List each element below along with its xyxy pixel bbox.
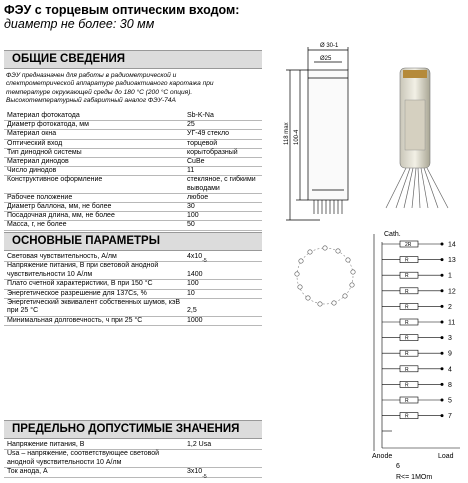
pin-node <box>441 258 443 260</box>
pin-node <box>441 321 443 323</box>
pin-number: 13 <box>448 257 456 265</box>
general-value: 25 <box>187 121 195 129</box>
divider-resistor <box>400 272 418 278</box>
dim-len2-label: 100-4 <box>294 129 300 145</box>
general-key: Материал окна <box>7 130 57 138</box>
general-value: торцевой <box>187 139 218 147</box>
pin-number: 2 <box>448 303 452 311</box>
general-row <box>4 130 262 139</box>
pin-number: 11 <box>448 319 456 327</box>
limits-key: Ток анода, А <box>7 468 48 476</box>
general-key: Материал фотокатода <box>7 112 80 119</box>
resistor-label: R <box>405 366 409 373</box>
resistor-label: R <box>405 335 409 342</box>
pin-node <box>441 399 443 401</box>
general-key: Диаметр баллона, мм, не более <box>7 203 112 211</box>
resistor-note: R<= 1MOm <box>396 474 433 481</box>
general-value: УГ-49 стекло <box>187 130 230 138</box>
params-key: Световая чувствительность, А/лм <box>7 253 117 260</box>
resistor-label: R <box>405 288 409 295</box>
params-key: Энергетическое разрешение для 137Cs, % <box>7 289 147 297</box>
resistor-label: R <box>405 257 409 264</box>
base-pin-diagram <box>290 238 360 318</box>
anode-pin-label: 6 <box>396 463 400 470</box>
resistor-label: 2R <box>405 242 412 248</box>
limits-value <box>187 450 262 467</box>
pin-node <box>441 368 443 370</box>
cathode-label: Cath. <box>384 231 401 238</box>
general-row <box>4 140 262 149</box>
pin-node <box>441 352 443 354</box>
divider-resistor <box>400 288 418 294</box>
general-row <box>4 149 262 158</box>
pin-number: 5 <box>448 397 452 405</box>
params-value: 1000 <box>187 316 203 324</box>
params-value: 10 <box>187 289 195 297</box>
general-row <box>4 221 262 230</box>
limits-value: 3x10 -5 <box>187 468 207 480</box>
pin-node <box>441 414 443 416</box>
pin-number: 4 <box>448 366 452 374</box>
general-key: Посадочная длина, мм, не более <box>7 212 115 220</box>
params-key: Напряжение питания, В при световой анодной чувствительности 10 А/лм <box>7 262 159 278</box>
general-intro: ФЭУ предназначен для работы в радиометрической и спектрометрической аппаратуре радиоактивного каротажа при температуре окружающей среды до 180 °С (200 °С опция). Высокотемпературный габаритный аналог ФЭУ-74А <box>6 72 214 104</box>
params-row <box>4 253 262 265</box>
resistor-label: R <box>405 413 409 420</box>
limits-key: Usa – напряжение, соответствующее световой анодной чувствительности 10 А/лм <box>7 450 160 466</box>
divider-resistor <box>400 413 418 419</box>
general-key: Материал динодов <box>7 158 69 166</box>
general-row <box>4 158 262 167</box>
params-row <box>4 262 262 280</box>
divider-resistor <box>400 319 418 325</box>
general-key: Конструктивное оформление <box>7 176 103 184</box>
divider-resistor <box>400 257 418 263</box>
params-row <box>4 317 262 326</box>
pin-number: 1 <box>448 272 452 280</box>
general-value: 11 <box>187 167 195 175</box>
load-label: Load <box>438 453 454 460</box>
general-key: Диаметр фотокатода, мм <box>7 121 89 129</box>
general-key: Оптический вход <box>7 139 63 147</box>
params-value: 100 <box>187 280 199 288</box>
general-row <box>4 194 262 203</box>
pin-node <box>441 336 443 338</box>
general-value: корытобразный <box>187 148 238 156</box>
params-table <box>4 253 262 326</box>
general-row <box>4 121 262 130</box>
params-row <box>4 280 262 289</box>
general-value: CuBe <box>187 158 205 166</box>
limits-row <box>4 468 262 480</box>
pin-number: 8 <box>448 381 452 389</box>
tube-photo <box>368 60 468 210</box>
general-value: 100 <box>187 212 199 220</box>
general-key: Масса, г, не более <box>7 221 67 229</box>
page-subtitle: диаметр не более: 30 мм <box>4 17 155 31</box>
divider-resistor <box>400 303 418 309</box>
general-table <box>4 112 262 231</box>
params-value: 1400 <box>187 270 203 278</box>
section-general-heading: ОБЩИЕ СВЕДЕНИЯ <box>4 50 262 69</box>
params-key: Плато счетной характеристики, В при 150 °С <box>7 280 153 288</box>
general-key: Рабочее положение <box>7 193 73 201</box>
pin-number: 9 <box>448 350 452 358</box>
limits-row <box>4 441 262 450</box>
divider-resistor <box>400 366 418 372</box>
general-value: 30 <box>187 203 195 211</box>
page-title: ФЭУ с торцевым оптическим входом: <box>4 3 240 17</box>
general-value: Sb-K-Na <box>187 112 214 119</box>
resistor-label: R <box>405 382 409 389</box>
params-value: 4x10 -5 <box>187 253 207 265</box>
params-row <box>4 290 262 299</box>
divider-resistor <box>400 381 418 387</box>
divider-resistor <box>400 335 418 341</box>
dim-inner-label: Ø25 <box>320 56 332 62</box>
pin-node <box>441 383 443 385</box>
resistor-label: R <box>405 320 409 326</box>
pin-node <box>441 290 443 292</box>
anode-label: Anode <box>372 453 393 460</box>
limits-key: Напряжение питания, В <box>7 441 85 448</box>
divider-resistor <box>400 397 418 403</box>
section-params-heading: ОСНОВНЫЕ ПАРАМЕТРЫ <box>4 232 262 251</box>
pin-node <box>441 305 443 307</box>
pin-number: 12 <box>448 288 456 296</box>
dim-len1-label: 118 max <box>284 122 290 145</box>
general-row <box>4 112 262 121</box>
pin-number: 7 <box>448 413 452 421</box>
general-key: Число динодов <box>7 167 57 175</box>
section-limits-heading: ПРЕДЕЛЬНО ДОПУСТИМЫЕ ЗНАЧЕНИЯ <box>4 420 262 439</box>
general-value: любое <box>187 193 209 201</box>
dimension-drawing <box>280 40 370 230</box>
general-value: стекляное, с гибкими выводами <box>187 176 256 192</box>
resistor-label: R <box>405 304 409 311</box>
pin-node <box>441 243 443 245</box>
limits-row <box>4 450 262 468</box>
divider-resistor <box>400 350 418 356</box>
resistor-label: R <box>405 398 409 404</box>
limits-table <box>4 441 262 478</box>
resistor-label: R <box>405 351 409 358</box>
pin-node <box>441 274 443 276</box>
general-value: 50 <box>187 221 195 229</box>
resistor-label: R <box>405 273 409 280</box>
limits-value: 1,2 Usa <box>187 441 212 448</box>
params-key: Энергетический эквивалент собственных шумов, кэВ при 25 °С <box>7 299 181 315</box>
pin-number: 3 <box>448 335 452 343</box>
general-key: Тип динодной системы <box>7 148 82 156</box>
general-row <box>4 176 262 193</box>
pin-number: 14 <box>448 241 456 249</box>
params-value: 2,5 <box>187 307 197 315</box>
params-key: Минимальная долговечность, ч при 25 °С <box>7 316 143 324</box>
voltage-divider-schematic <box>360 226 468 483</box>
dim-outer-label: Ø 30-1 <box>320 43 339 49</box>
params-row <box>4 299 262 317</box>
general-row <box>4 203 262 212</box>
